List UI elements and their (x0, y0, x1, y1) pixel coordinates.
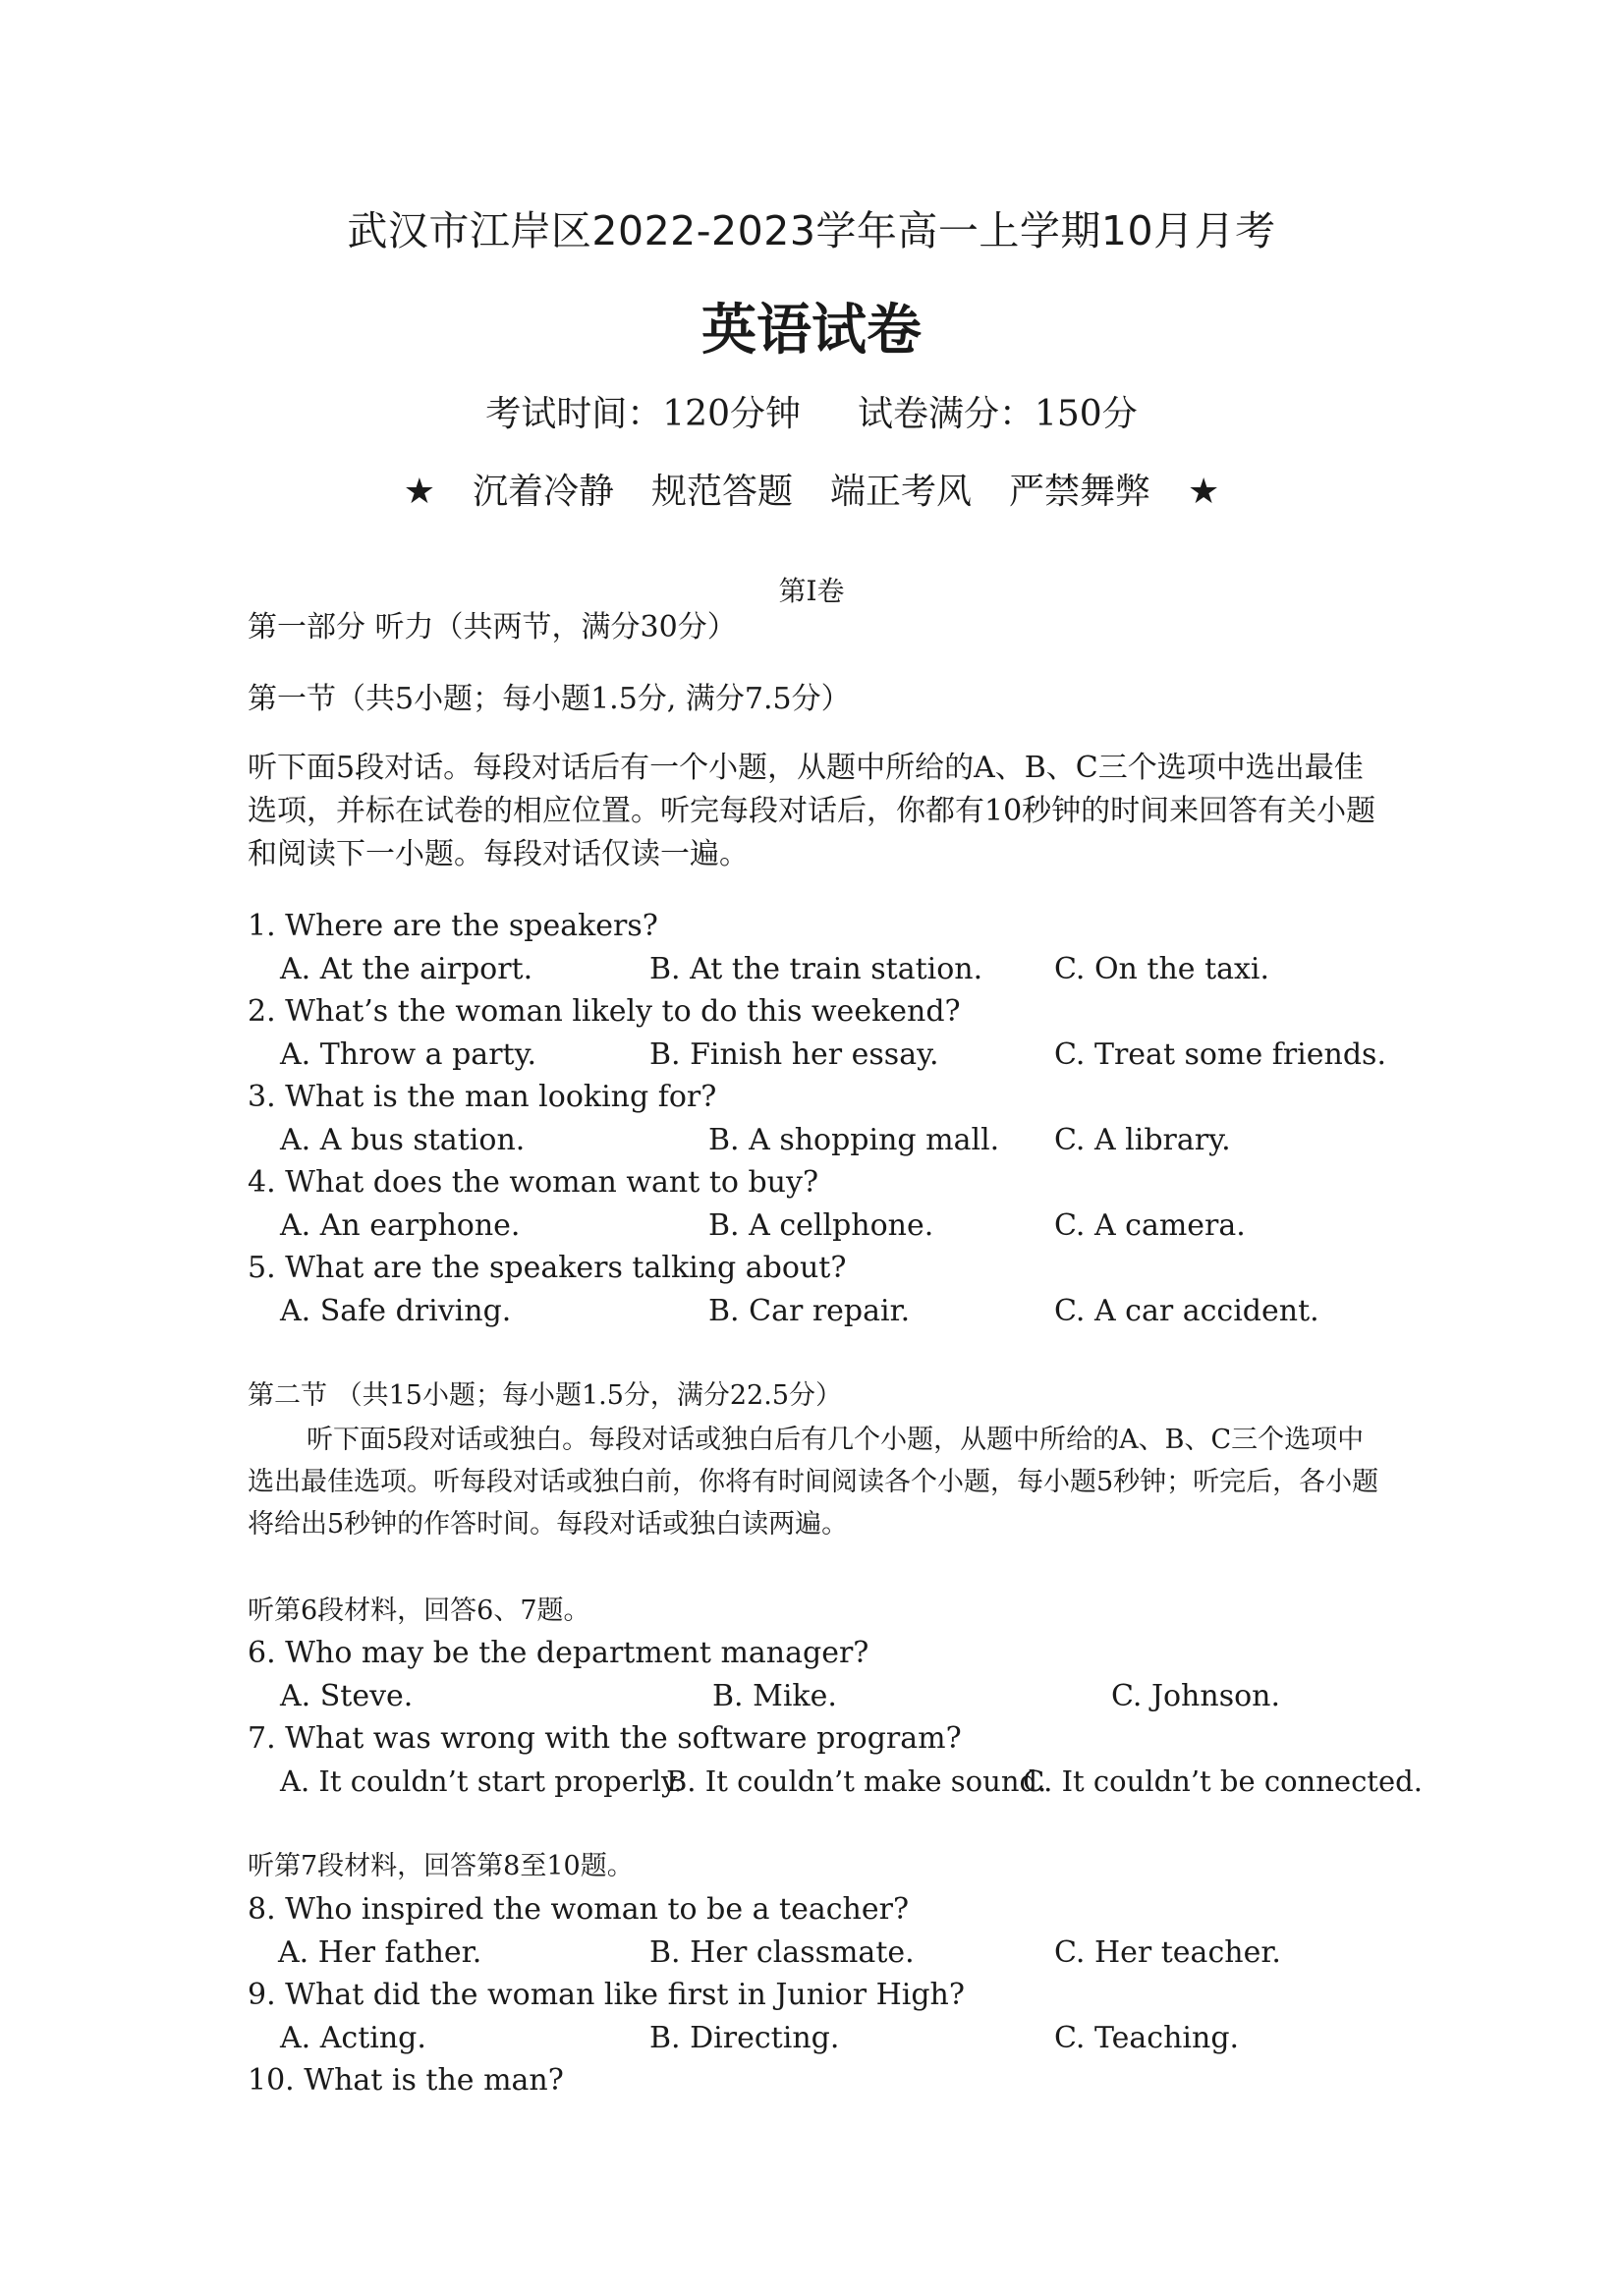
motto-item: 沉着冷静 (472, 472, 614, 512)
section2-title: 第二节 （共15小题；每小题1.5分，满分22.5分） (248, 1380, 842, 1411)
question-7: 7. What was wrong with the software program? (248, 1721, 962, 1756)
q5-option-c: C. A car accident. (1054, 1294, 1319, 1328)
question-8: 8. Who inspired the woman to be a teacher? (248, 1892, 910, 1927)
motto-item: 严禁舞弊 (1009, 472, 1151, 512)
part1-title: 第一部分 听力（共两节，满分30分） (248, 610, 737, 644)
question-5: 5. What are the speakers talking about? (248, 1251, 847, 1285)
q3-option-a: A. A bus station. (280, 1123, 526, 1157)
material-7-note: 听第7段材料，回答第8至10题。 (248, 1851, 634, 1881)
q6-option-b: B. Mike. (712, 1679, 837, 1713)
question-1: 1. Where are the speakers? (248, 909, 658, 943)
q9-option-c: C. Teaching. (1054, 2021, 1240, 2055)
q5-option-a: A. Safe driving. (280, 1294, 512, 1328)
q5-option-b: B. Car repair. (708, 1294, 911, 1328)
q1-option-a: A. At the airport. (280, 952, 533, 986)
q8-option-a: A. Her father. (278, 1935, 482, 1970)
q2-option-a: A. Throw a party. (280, 1037, 537, 1072)
q3-option-c: C. A library. (1054, 1123, 1231, 1157)
exam-motto (0, 464, 1623, 514)
q1-option-b: B. At the train station. (649, 952, 983, 986)
star-icon: ★ (1188, 472, 1220, 512)
section2-instructions: 听下面5段对话或独白。每段对话或独白后有几个小题，从题中所给的A、B、C三个选项中选出最佳选项。听每段对话或独白前，你将有时间阅读各个小题，每小题5秒钟；听完后，各小题将给出5秒钟的作答时间。每段对话或独白读两遍。 (248, 1425, 1379, 1540)
question-4: 4. What does the woman want to buy? (248, 1165, 819, 1200)
q8-option-c: C. Her teacher. (1054, 1935, 1281, 1970)
question-6: 6. Who may be the department manager? (248, 1636, 869, 1670)
q4-option-b: B. A cellphone. (708, 1208, 934, 1243)
q8-option-b: B. Her classmate. (649, 1935, 915, 1970)
motto-item: 端正考风 (830, 472, 973, 512)
question-3: 3. What is the man looking for? (248, 1080, 717, 1114)
q1-option-c: C. On the taxi. (1054, 952, 1270, 986)
question-10: 10. What is the man? (248, 2063, 564, 2098)
motto-item: 规范答题 (650, 472, 793, 512)
q9-option-b: B. Directing. (649, 2021, 840, 2055)
q7-option-a: A. It couldn’t start properly. (280, 1764, 683, 1798)
q6-option-a: A. Steve. (280, 1679, 414, 1713)
q7-option-c: C. It couldn’t be connected. (1023, 1764, 1423, 1798)
q2-option-c: C. Treat some friends. (1054, 1037, 1386, 1072)
star-icon: ★ (403, 472, 435, 512)
q3-option-b: B. A shopping mall. (708, 1123, 1000, 1157)
q4-option-a: A. An earphone. (280, 1208, 521, 1243)
volume-heading: 第Ⅰ卷 (778, 575, 845, 607)
exam-title: 武汉市江岸区2022-2023学年高一上学期10月月考 (347, 207, 1276, 254)
exam-time: 考试时间：120分钟 (485, 394, 801, 434)
question-9: 9. What did the woman like first in Junior High? (248, 1978, 965, 2012)
q2-option-b: B. Finish her essay. (649, 1037, 939, 1072)
q9-option-a: A. Acting. (280, 2021, 426, 2055)
q4-option-c: C. A camera. (1054, 1208, 1246, 1243)
q6-option-c: C. Johnson. (1111, 1679, 1281, 1713)
subject-title: 英语试卷 (701, 299, 922, 363)
q7-option-b: B. It couldn’t make sound. (666, 1764, 1047, 1798)
full-score: 试卷满分：150分 (858, 394, 1138, 434)
question-2: 2. What’s the woman likely to do this weekend? (248, 994, 961, 1029)
section1-title: 第一节（共5小题；每小题1.5分, 满分7.5分） (248, 682, 851, 716)
exam-info (0, 386, 1623, 436)
section1-instructions: 听下面5段对话。每段对话后有一个小题，从题中所给的A、B、C三个选项中选出最佳选项，并标在试卷的相应位置。听完每段对话后，你都有10秒钟的时间来回答有关小题和阅读下一小题。每段对话仅读一遍。 (248, 751, 1376, 871)
material-6-note: 听第6段材料，回答6、7题。 (248, 1596, 590, 1626)
